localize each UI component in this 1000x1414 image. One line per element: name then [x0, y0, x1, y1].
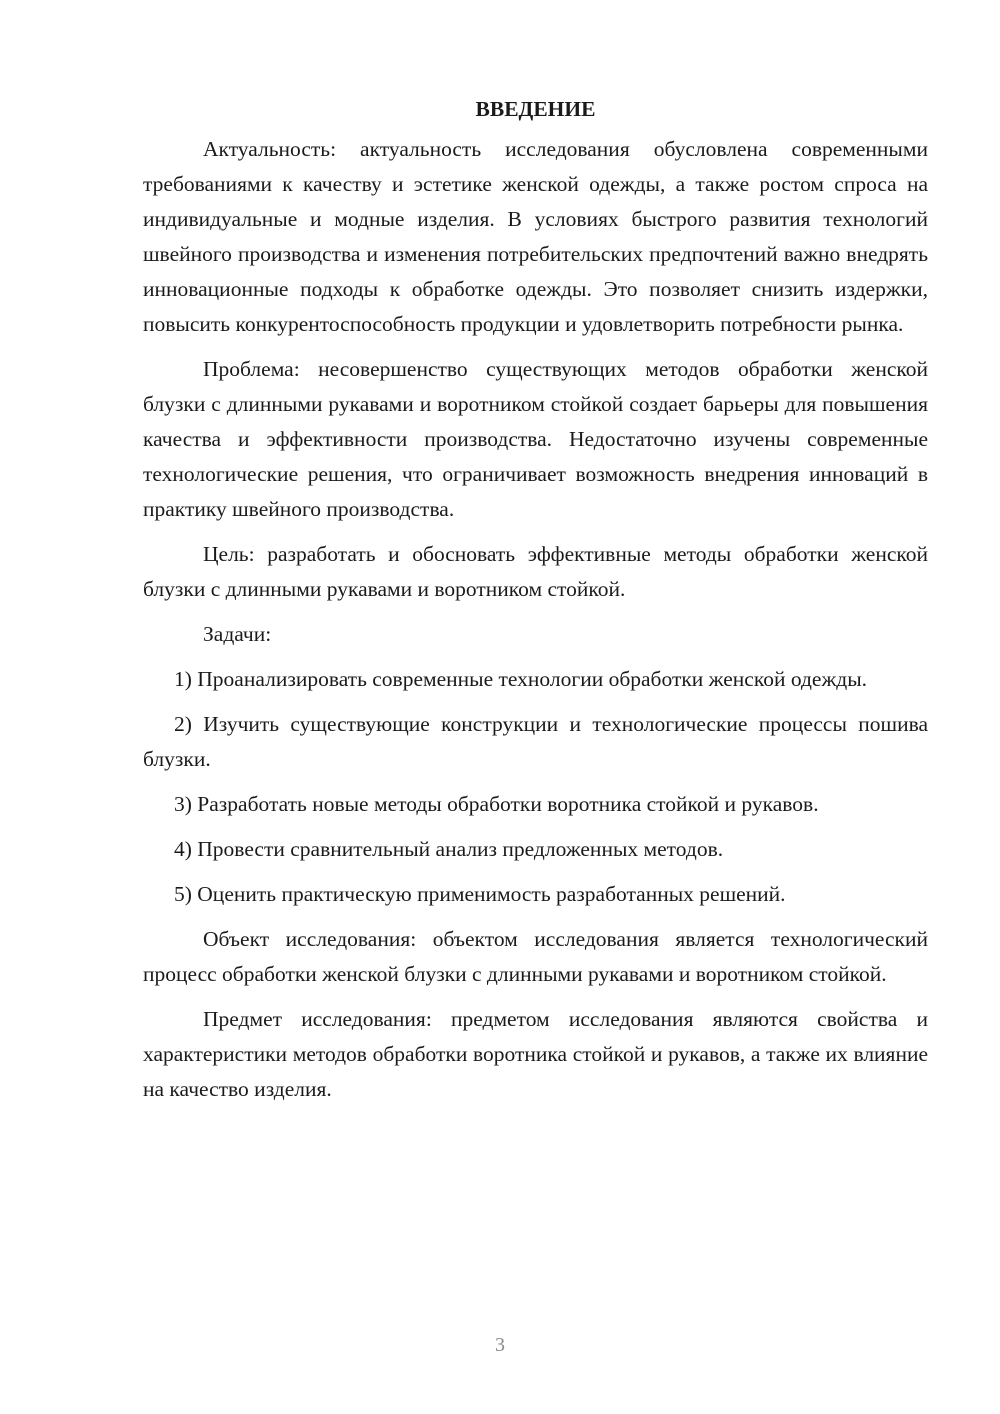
task-item-3: 3) Разработать новые методы обработки воротника стойкой и рукавов.: [174, 792, 819, 816]
paragraph-problem: Проблема: несовершенство существующих методов обработки женской блузки с длинными рукавами и воротником стойкой создает барьеры для повышения качества и эффективности производства. Недостаточно изучены современные технологические решения, что ограничивает возможность внедрения инноваций в практику швейного производства.: [143, 357, 928, 521]
task-item-1: 1) Проанализировать современные технологии обработки женской одежды.: [174, 667, 868, 691]
tasks-label: Задачи:: [203, 622, 272, 646]
task-item-4: 4) Провести сравнительный анализ предложенных методов.: [174, 837, 724, 861]
paragraph-goal: Цель: разработать и обосновать эффективные методы обработки женской блузки с длинными рукавами и воротником стойкой.: [143, 542, 928, 601]
paragraph-relevance: Актуальность: актуальность исследования обусловлена современными требованиями к качеству и эстетике женской одежды, а также ростом спроса на индивидуальные и модные изделия. В условиях быстрого развития технологий швейного производства и изменения потребительских предпочтений важно внедрять инновационные подходы к обработке одежды. Это позволяет снизить издержки, повысить конкурентоспособность продукции и удовлетворить потребности рынка.: [143, 137, 928, 336]
task-item-2: 2) Изучить существующие конструкции и технологические процессы пошива блузки.: [143, 712, 928, 771]
document-page: [143, 92, 928, 1117]
page-number: 3: [495, 1334, 505, 1356]
section-heading: ВВЕДЕНИЕ: [475, 97, 596, 121]
paragraph-object: Объект исследования: объектом исследования является технологический процесс обработки женской блузки с длинными рукавами и воротником стойкой.: [143, 927, 928, 986]
paragraph-subject: Предмет исследования: предметом исследования являются свойства и характеристики методов обработки воротника стойкой и рукавов, а также их влияние на качество изделия.: [143, 1007, 928, 1101]
task-item-5: 5) Оценить практическую применимость разработанных решений.: [174, 882, 786, 906]
